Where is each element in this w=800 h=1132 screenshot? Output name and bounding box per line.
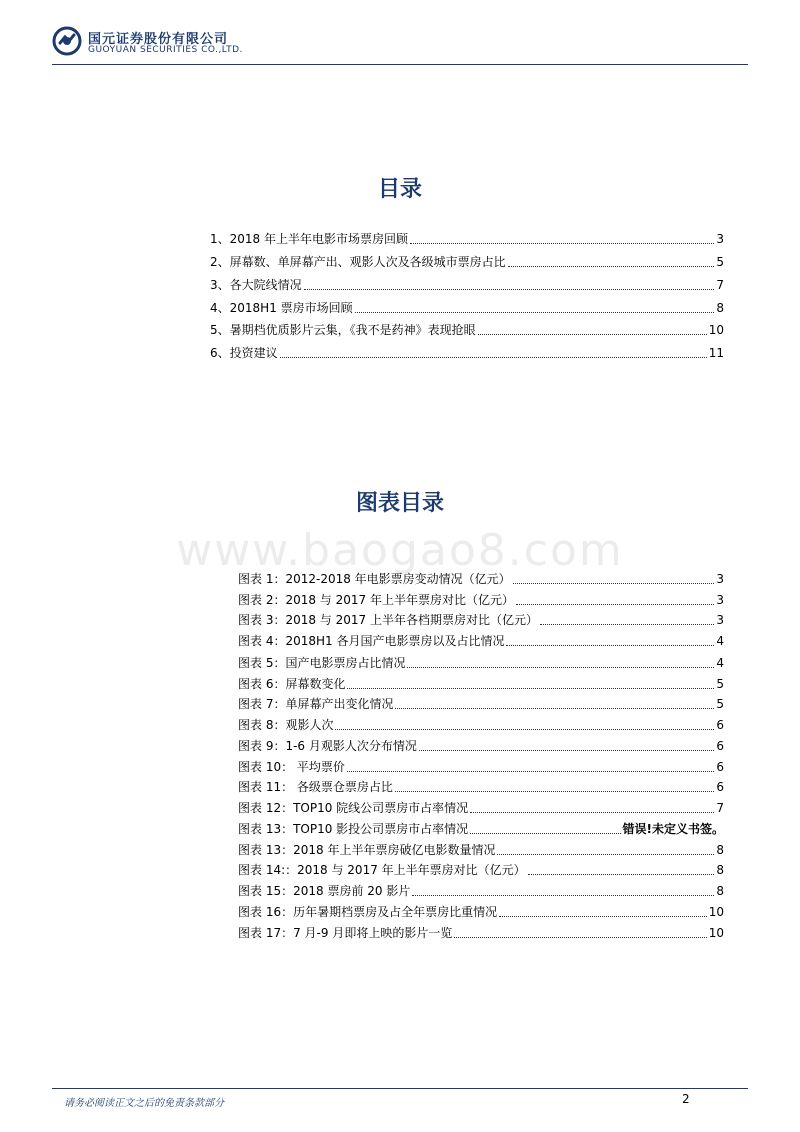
footer-divider <box>52 1088 748 1089</box>
figure-item[interactable] <box>238 821 724 837</box>
toc-item-page: 5 <box>716 255 724 269</box>
figure-item[interactable] <box>238 883 724 899</box>
figure-item-label: 图表 13：TOP10 影投公司票房市占率情况 <box>238 822 469 836</box>
figure-item-page: 10 <box>708 926 724 940</box>
figure-item-label: 图表 10： 平均票价 <box>238 760 345 774</box>
figure-item-label: 图表 3：2018 与 2017 上半年各档期票房对比（亿元） <box>238 613 538 627</box>
figure-item[interactable] <box>238 759 724 775</box>
leader-dots <box>508 256 715 267</box>
figure-item[interactable] <box>238 592 724 608</box>
figure-item[interactable] <box>238 571 724 587</box>
leader-dots <box>516 594 714 605</box>
figure-item[interactable] <box>238 696 724 712</box>
toc-item-page: 8 <box>716 301 724 315</box>
toc-item-label: 2、屏幕数、单屏幕产出、观影人次及各级城市票房占比 <box>210 255 506 269</box>
page-number: 2 <box>682 1092 690 1106</box>
figure-item-page: 6 <box>716 718 724 732</box>
figure-item-page: 3 <box>716 593 724 607</box>
toc-item[interactable] <box>210 231 724 247</box>
figure-item-page: 6 <box>716 760 724 774</box>
leader-dots <box>407 657 714 668</box>
leader-dots <box>335 719 714 730</box>
header-divider <box>52 64 748 65</box>
company-name-en: GUOYUAN SECURITIES CO.,LTD. <box>88 45 243 55</box>
toc-item[interactable] <box>210 300 724 316</box>
leader-dots <box>419 740 714 751</box>
toc-item-page: 7 <box>716 278 724 292</box>
figure-item-label: 图表 7：单屏幕产出变化情况 <box>238 697 394 711</box>
toc-item-label: 6、投资建议 <box>210 346 278 360</box>
toc-item[interactable] <box>210 277 724 293</box>
figure-item-page: 3 <box>716 572 724 586</box>
leader-dots <box>355 302 715 313</box>
page-header <box>52 26 752 66</box>
leader-dots <box>540 614 714 625</box>
figure-item-label: 图表 17：7 月-9 月即将上映的影片一览 <box>238 926 453 940</box>
figure-item[interactable] <box>238 779 724 795</box>
leader-dots <box>280 347 707 358</box>
figure-item-page: 5 <box>716 677 724 691</box>
toc-item-page: 11 <box>708 346 724 360</box>
figure-item[interactable] <box>238 738 724 754</box>
figure-item-page: 7 <box>716 801 724 815</box>
leader-dots <box>478 324 707 335</box>
toc-item-label: 3、各大院线情况 <box>210 278 302 292</box>
toc-item-label: 5、暑期档优质影片云集，《我不是药神》表现抢眼 <box>210 323 476 337</box>
leader-dots <box>412 885 714 896</box>
toc-item[interactable] <box>210 322 724 338</box>
toc-item[interactable] <box>210 254 724 270</box>
figure-item-label: 图表 12：TOP10 院线公司票房市占率情况 <box>238 801 469 815</box>
figure-item-label: 图表 4：2018H1 各月国产电影票房以及占比情况 <box>238 634 505 648</box>
toc-title: 目录 <box>377 177 422 202</box>
figure-item[interactable] <box>238 633 724 649</box>
figure-item[interactable] <box>238 904 724 920</box>
toc-item-page: 10 <box>708 323 724 337</box>
leader-dots <box>395 698 714 709</box>
figure-item-label: 图表 16：历年暑期档票房及占全年票房比重情况 <box>238 905 498 919</box>
figure-item-page: 4 <box>716 656 724 670</box>
figure-item-label: 图表 5：国产电影票房占比情况 <box>238 656 406 670</box>
figure-item-page: 8 <box>716 884 724 898</box>
toc-item-page: 3 <box>716 232 724 246</box>
figure-item-page: 8 <box>716 863 724 877</box>
leader-dots <box>395 781 714 792</box>
figure-item-label: 图表 6：屏幕数变化 <box>238 677 346 691</box>
leader-dots <box>506 635 714 646</box>
leader-dots <box>513 573 715 584</box>
figure-item-page: 8 <box>716 843 724 857</box>
figure-item-label: 图表 14:：2018 与 2017 年上半年票房对比（亿元） <box>238 863 526 877</box>
figure-item-label: 图表 11： 各级票仓票房占比 <box>238 780 393 794</box>
figure-item-label: 图表 2：2018 与 2017 年上半年票房对比（亿元） <box>238 593 514 607</box>
figure-item-page: 3 <box>716 613 724 627</box>
figure-item-page: 5 <box>716 697 724 711</box>
figure-item[interactable] <box>238 655 724 671</box>
figure-item[interactable] <box>238 925 724 941</box>
leader-dots <box>410 233 714 244</box>
leader-dots <box>347 761 714 772</box>
figure-item[interactable] <box>238 800 724 816</box>
figure-item-label: 图表 9：1-6 月观影人次分布情况 <box>238 739 417 753</box>
toc-item[interactable] <box>210 345 724 361</box>
figure-item-page: 10 <box>708 905 724 919</box>
leader-dots <box>347 678 714 689</box>
figure-item-label: 图表 15：2018 票房前 20 影片 <box>238 884 411 898</box>
leader-dots <box>528 864 715 875</box>
figure-item-page-error: 错误!未定义书签。 <box>622 822 724 836</box>
figure-item-page: 6 <box>716 739 724 753</box>
figure-item-label: 图表 1：2012-2018 年电影票房变动情况（亿元） <box>238 572 511 586</box>
figure-item[interactable] <box>238 676 724 692</box>
company-name-cn: 国元证券股份有限公司 <box>88 32 229 47</box>
leader-dots <box>304 279 715 290</box>
figure-item-page: 4 <box>716 634 724 648</box>
leader-dots <box>470 802 714 813</box>
watermark: www.baogao8.com <box>176 525 624 576</box>
figure-item-label: 图表 13：2018 年上半年票房破亿电影数量情况 <box>238 843 496 857</box>
figure-item[interactable] <box>238 612 724 628</box>
figure-item[interactable] <box>238 862 724 878</box>
leader-dots <box>497 844 714 855</box>
figure-item[interactable] <box>238 842 724 858</box>
toc-item-label: 1、2018 年上半年电影市场票房回顾 <box>210 232 408 246</box>
leader-dots <box>499 906 707 917</box>
leader-dots <box>470 823 620 834</box>
figure-item-label: 图表 8：观影人次 <box>238 718 334 732</box>
leader-dots <box>454 927 706 938</box>
figures-title: 图表目录 <box>355 491 444 516</box>
figure-item-page: 6 <box>716 780 724 794</box>
toc-item-label: 4、2018H1 票房市场回顾 <box>210 301 353 315</box>
guoyuan-logo-icon <box>52 26 82 56</box>
footer-disclaimer: 请务必阅读正文之后的免责条款部分 <box>64 1098 224 1109</box>
figure-item[interactable] <box>238 717 724 733</box>
